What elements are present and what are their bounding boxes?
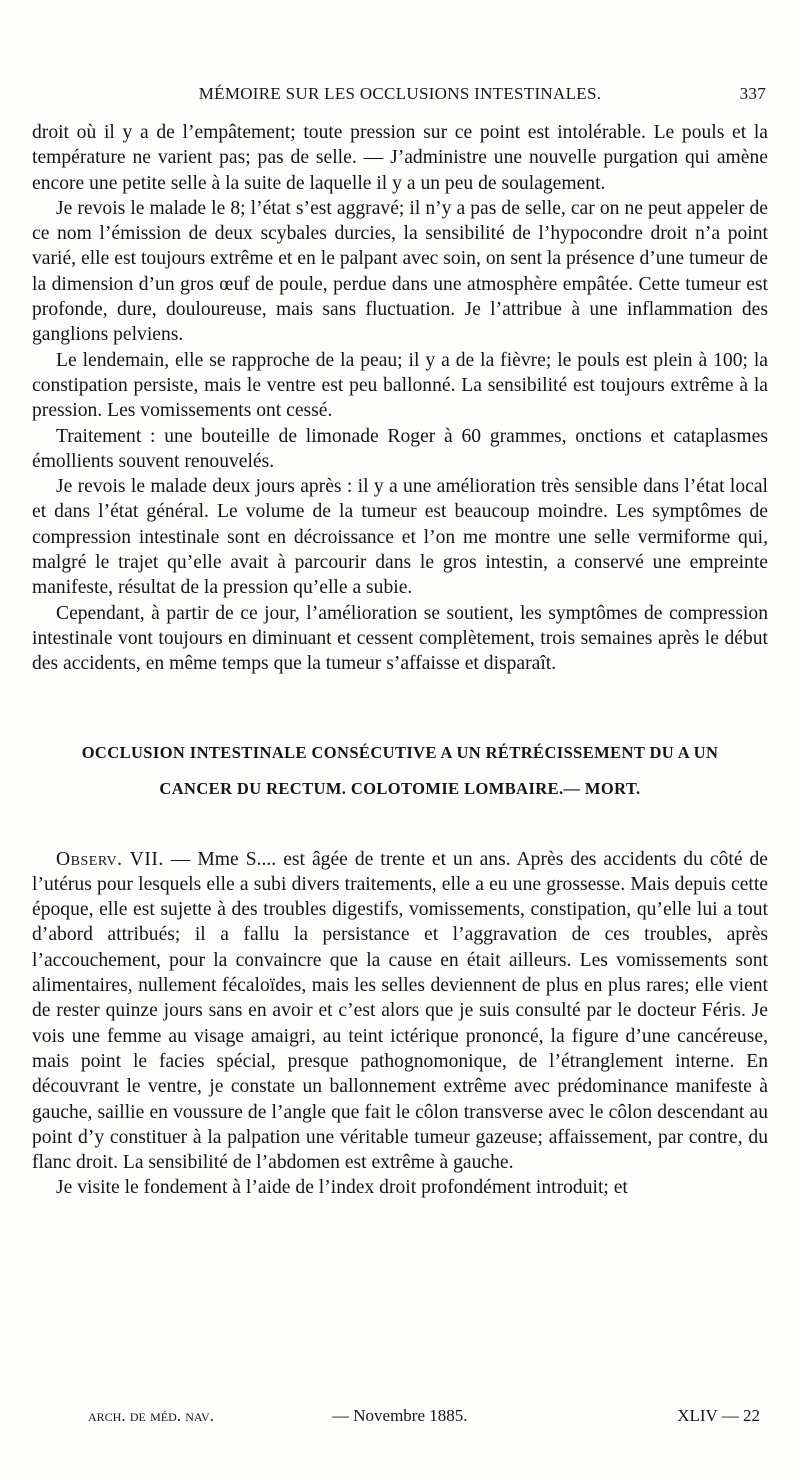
footer-date: — Novembre 1885. [332, 1406, 468, 1425]
section-heading [32, 735, 768, 807]
paragraph: Traitement : une bouteille de limonade Roger à 60 grammes, onctions et cataplasmes émollients souvent renouvelés. [32, 425, 768, 472]
footer-volume: XLIV — 22 [677, 1406, 760, 1425]
observation-text: — Mme S.... est âgée de trente et un ans. Après des accidents du côté de l’utérus pour lesquels elle a subi divers traitements, elle a eu une grossesse. Mais depuis cette époque, elle est sujette à des troubles digestifs, vomissements, constipation, qu’elle lui a tout d’abord attribués; il a fallu la persistance et l’aggravation de ces troubles, après l’accouchement, pour la convaincre que la cause en était ailleurs. Les vomissements sont alimentaires, nullement fécaloïdes, mais les selles deviennent de plus en plus rares; elle vient de rester quinze jours sans en avoir et c’est alors que je suis consulté par le docteur Féris. Je vois une femme au visage amaigri, au teint ictérique prononcé, la figure d’une cancéreuse, mais point le facies spécial, presque pathognomonique, de l’étranglement interne. En découvrant le ventre, je constate un ballonnement extrême avec prédominance manifeste à gauche, saillie en voussure de l’angle que fait le côlon transverse avec le côlon descendant au point d’y constituer à la palpation une véritable tumeur gazeuse; affaissement, par contre, du flanc droit. La sensibilité de l’abdomen est extrême à gauche. [32, 848, 769, 1174]
page-footer [88, 1406, 760, 1434]
observation-paragraph [32, 847, 768, 1176]
observation-label: Observ. VII. [56, 848, 164, 870]
paragraph: Je revois le malade le 8; l’état s’est aggravé; il n’y a pas de selle, car on ne peut appeler de ce nom l’émission de deux scybales durcies, la sensibilité de l’hypocondre droit n’a point varié, elle est toujours extrême et en le palpant avec soin, on sent la présence d’une tumeur de la dimension d’un gros œuf de poule, perdue dans une atmosphère empâtée. Cette tumeur est profonde, dure, douloureuse, mais sans fluctuation. Je l’attribue à une inflammation des ganglions pelviens. [32, 197, 768, 346]
body-text [32, 120, 768, 1201]
paragraph: Je revois le malade deux jours après : il y a une amélioration très sensible dans l’état local et dans l’état général. Le volume de la tumeur est beaucoup moindre. Les symptômes de compression intestinale sont en décroissance et l’on me montre une selle vermiforme qui, malgré le trajet qu’elle avait à parcourir dans le gros intestin, a conservé une empreinte manifeste, résultat de la pression qu’elle a subie. [32, 476, 768, 599]
paragraph: Cependant, à partir de ce jour, l’amélioration se soutient, les symptômes de compression intestinale vont toujours en diminuant et cessent complètement, trois semaines après le début des accidents, en même temps que la tumeur s’affaisse et disparaît. [32, 602, 768, 675]
running-head [32, 84, 768, 114]
paragraph: Le lendemain, elle se rapproche de la peau; il y a de la fièvre; le pouls est plein à 100; la constipation persiste, mais le ventre est peu ballonné. La sensibilité est toujours extrême à la pression. Les vomissements ont cessé. [32, 349, 768, 422]
paragraph: Je visite le fondement à l’aide de l’index droit profondément introduit; et [56, 1177, 628, 1199]
section-heading-line: CANCER DU RECTUM. COLOTOMIE LOMBAIRE.— MORT. [159, 778, 641, 798]
section-heading-line: OCCLUSION INTESTINALE CONSÉCUTIVE A UN RÉTRÉCISSEMENT DU A UN [81, 742, 719, 762]
running-head-title: MÉMOIRE SUR LES OCCLUSIONS INTESTINALES. [198, 84, 602, 103]
page-number: 337 [739, 84, 766, 103]
footer-source: arch. de méd. nav. [88, 1406, 214, 1425]
paragraph: droit où il y a de l’empâtement; toute pression sur ce point est intolérable. Le pouls et la température ne varient pas; pas de selle. — J’administre une nouvelle purgation qui amène encore une petite selle à la suite de laquelle il y a un peu de soulagement. [32, 122, 768, 194]
